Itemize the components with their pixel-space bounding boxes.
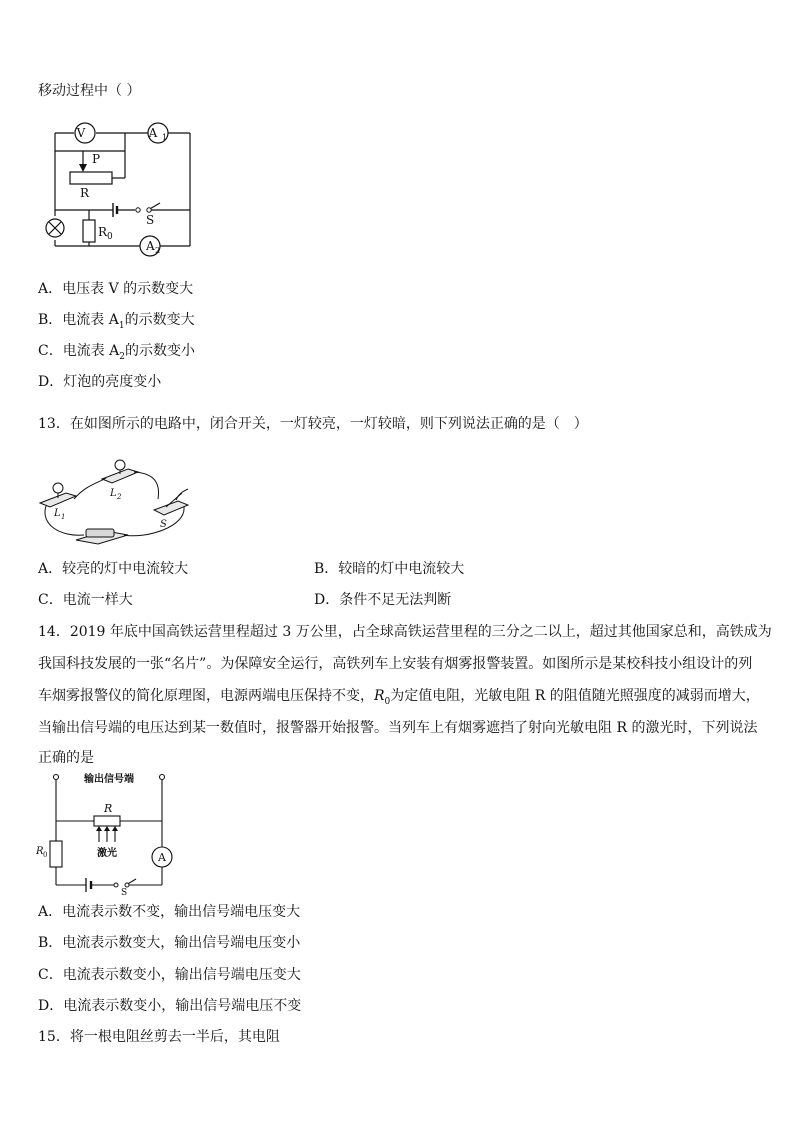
- q14-output-label: 输出信号端: [84, 774, 134, 785]
- q14-laser-label: 激光: [97, 848, 117, 859]
- q13-option-a: A．较亮的灯中电流较大: [38, 561, 189, 577]
- q13-lamp1-sub: 1: [61, 513, 66, 521]
- q12-ammeter1-sub: 1: [162, 133, 168, 142]
- q15-stem: 15．将一根电阻丝剪去一半后，其电阻: [38, 1029, 280, 1045]
- q12-circuit-figure: [40, 118, 200, 258]
- q14-option-c: C．电流表示数变小，输出信号端电压变大: [38, 967, 301, 983]
- q13-option-d: D．条件不足无法判断: [314, 592, 452, 608]
- q12-stem-tail: 移动过程中（ ）: [38, 83, 141, 99]
- q14-resistor-label: R: [36, 846, 44, 857]
- q14-photoresistor-label: R: [104, 802, 113, 815]
- q14-stem-line3: 车烟雾报警仪的简化原理图，电源两端电压保持不变，$R_0$为定值电阻，光敏电阻 R 的阻值随光照强度的减弱而增大，: [38, 688, 760, 707]
- q12-rheostat-label: R: [80, 186, 90, 200]
- q12-resistor-label: R: [98, 225, 108, 239]
- q13-lamp2-sub: 2: [117, 493, 122, 501]
- q13-option-b: B．较暗的灯中电流较大: [314, 561, 465, 577]
- q13-switch-label: S: [160, 519, 167, 530]
- q14-ammeter-label: A: [158, 851, 166, 864]
- q13-lamp2-label: L: [110, 488, 117, 499]
- q13-circuit-figure: [36, 455, 196, 550]
- q14-circuit-figure: [36, 770, 186, 895]
- q14-option-b: B．电流表示数变大，输出信号端电压变小: [38, 935, 301, 951]
- q14-option-d: D．电流表示数变小，输出信号端电压不变: [38, 998, 302, 1014]
- q12-ammeter2-sub: 2: [155, 246, 161, 255]
- q12-switch-label: S: [146, 213, 155, 227]
- q12-voltmeter-label: V: [76, 126, 86, 140]
- q13-stem: 13．在如图所示的电路中，闭合开关，一灯较亮，一灯较暗，则下列说法正确的是（ ）: [38, 416, 588, 432]
- q12-option-b: B．电流表 $A_1$的示数变大: [38, 312, 195, 331]
- q13-lamp1-label: L: [54, 508, 61, 519]
- q14-stem-line4: 当输出信号端的电压达到某一数值时，报警器开始报警。当列车上有烟雾遮挡了射向光敏电阻 R 的激光时，下列说法: [38, 720, 758, 736]
- q14-stem-line2: 我国科技发展的一张“名片”。为保障安全运行，高铁列车上安装有烟雾报警装置。如图所示是某校科技小组设计的列: [38, 656, 753, 672]
- q12-slider-label: P: [92, 152, 101, 166]
- q14-stem-line1: 14．2019 年底中国高铁运营里程超过 3 万公里，占全球高铁运营里程的三分之二以上，超过其他国家总和，高铁成为: [38, 624, 772, 640]
- q12-resistor-sub: 0: [107, 232, 113, 242]
- q14-stem-line5: 正确的是: [38, 750, 94, 766]
- q12-ammeter2-label: A: [146, 239, 155, 253]
- q14-switch-label: S: [121, 888, 128, 895]
- q12-option-c: C．电流表 $A_2$的示数变小: [38, 343, 196, 362]
- q12-option-d: D．灯泡的亮度变小: [38, 374, 162, 390]
- q14-option-a: A．电流表示数不变，输出信号端电压变大: [38, 904, 301, 920]
- q12-ammeter1-label: A: [148, 126, 158, 140]
- q14-resistor-sub: 0: [43, 851, 48, 859]
- q13-option-c: C．电流一样大: [38, 592, 133, 608]
- q12-option-a: A．电压表 V 的示数变大: [38, 281, 194, 297]
